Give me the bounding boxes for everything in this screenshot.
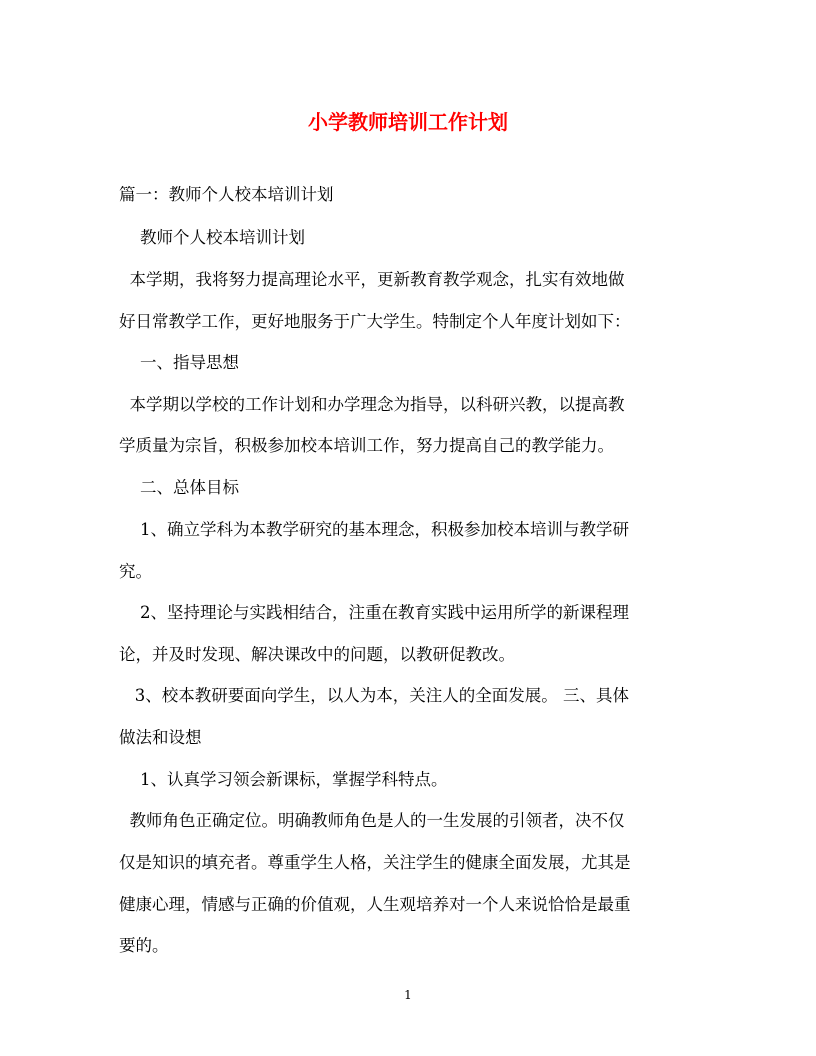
body-line: 1、认真学习领会新课标，掌握学科特点。 [119, 770, 448, 789]
body-line: 1、确立学科为本教学研究的基本理念，积极参加校本培训与教学研 [119, 520, 629, 539]
body-line: 学质量为宗旨，积极参加校本培训工作，努力提高自己的教学能力。 [119, 436, 614, 455]
body-line: 论，并及时发现、解决课改中的问题，以教研促教改。 [119, 645, 515, 664]
section-heading: 一、指导思想 [119, 353, 239, 372]
body-line: 要的。 [119, 936, 169, 955]
document-title: 小学教师培训工作计划 [308, 110, 508, 134]
body-line: 好日常教学工作，更好地服务于广大学生。特制定个人年度计划如下： [119, 312, 631, 331]
section-heading: 二、总体目标 [119, 478, 239, 497]
body-line: 做法和设想 [119, 728, 202, 747]
body-line: 本学期以学校的工作计划和办学理念为指导，以科研兴教，以提高教 [119, 395, 625, 414]
subheading: 教师个人校本培训计划 [119, 228, 305, 247]
body-line: 本学期，我将努力提高理论水平，更新教育教学观念，扎实有效地做 [119, 270, 625, 289]
body-line: 2、坚持理论与实践相结合，注重在教育实践中运用所学的新课程理 [119, 603, 629, 622]
body-line: 教师角色正确定位。明确教师角色是人的一生发展的引领者，决不仅 [119, 811, 625, 830]
body-line: 仅是知识的填充者。尊重学生人格，关注学生的健康全面发展，尤其是 [119, 853, 631, 872]
page-number: 1 [404, 988, 412, 1002]
section-heading: 篇一：教师个人校本培训计划 [119, 185, 334, 204]
body-line: 究。 [119, 562, 152, 581]
body-line: 健康心理，情感与正确的价值观，人生观培养对一个人来说恰恰是最重 [119, 895, 631, 914]
body-line: 3、校本教研要面向学生，以人为本，关注人的全面发展。 三、具体 [119, 686, 629, 705]
